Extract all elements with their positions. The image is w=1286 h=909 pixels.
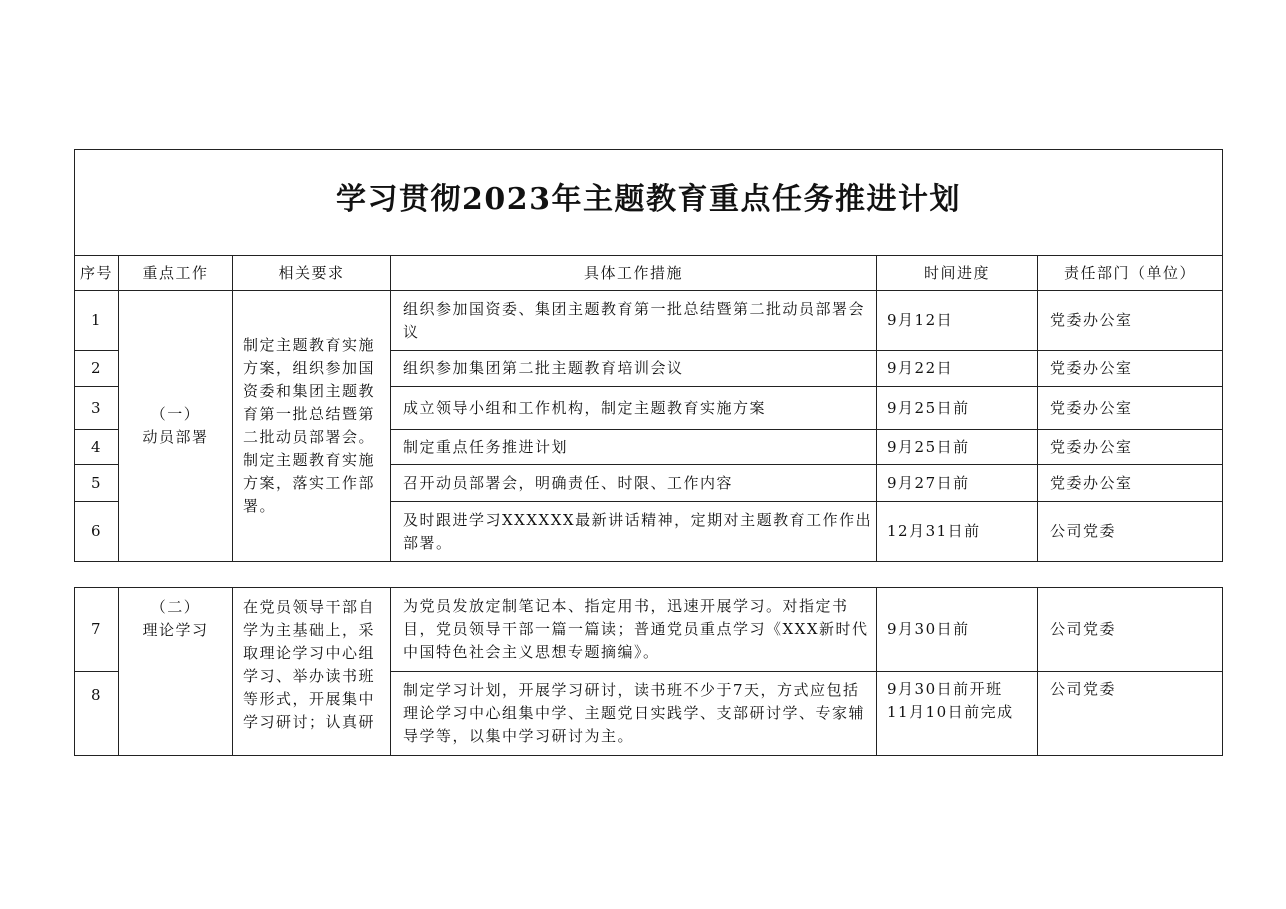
department-cell: 党委办公室 bbox=[1038, 351, 1223, 387]
measure-cell: 制定学习计划，开展学习研讨，读书班不少于7天，方式应包括理论学习中心组集中学、主题党日实践学、支部研讨学、专家辅导学等，以集中学习研讨为主。 bbox=[391, 672, 877, 756]
header-requirement: 相关要求 bbox=[233, 256, 391, 291]
department-cell: 党委办公室 bbox=[1038, 291, 1223, 351]
department-cell: 公司党委 bbox=[1038, 672, 1223, 756]
row-number: 5 bbox=[75, 465, 119, 502]
header-num: 序号 bbox=[75, 256, 119, 291]
table-title-cell bbox=[75, 150, 1223, 256]
table-row bbox=[75, 291, 1223, 351]
category-theory-study: （二） 理论学习 bbox=[119, 588, 233, 756]
row-number: 4 bbox=[75, 430, 119, 465]
task-plan-table-continued bbox=[74, 587, 1223, 756]
category-mobilization: （一） 动员部署 bbox=[119, 291, 233, 562]
measure-cell: 组织参加集团第二批主题教育培训会议 bbox=[391, 351, 877, 387]
header-department: 责任部门（单位） bbox=[1038, 256, 1223, 291]
row-number: 8 bbox=[75, 672, 119, 756]
row-number: 7 bbox=[75, 588, 119, 672]
schedule-cell: 9月22日 bbox=[877, 351, 1038, 387]
department-cell: 公司党委 bbox=[1038, 502, 1223, 562]
department-cell: 党委办公室 bbox=[1038, 430, 1223, 465]
measure-cell: 组织参加国资委、集团主题教育第一批总结暨第二批动员部署会议 bbox=[391, 291, 877, 351]
measure-cell: 成立领导小组和工作机构，制定主题教育实施方案 bbox=[391, 387, 877, 430]
department-cell: 公司党委 bbox=[1038, 588, 1223, 672]
schedule-cell: 9月30日前开班 11月10日前完成 bbox=[877, 672, 1038, 756]
department-cell: 党委办公室 bbox=[1038, 387, 1223, 430]
department-cell: 党委办公室 bbox=[1038, 465, 1223, 502]
row-number: 3 bbox=[75, 387, 119, 430]
task-plan-table bbox=[74, 149, 1223, 562]
measure-cell: 制定重点任务推进计划 bbox=[391, 430, 877, 465]
requirement-theory-study: 在党员领导干部自学为主基础上，采取理论学习中心组学习、举办读书班等形式，开展集中学习研讨；认真研 bbox=[233, 588, 391, 756]
header-row bbox=[75, 256, 1223, 291]
measure-cell: 及时跟进学习XXXXXX最新讲话精神，定期对主题教育工作作出部署。 bbox=[391, 502, 877, 562]
schedule-cell: 9月30日前 bbox=[877, 588, 1038, 672]
schedule-cell: 9月25日前 bbox=[877, 387, 1038, 430]
page-title: 学习贯彻2023年主题教育重点任务推进计划 bbox=[336, 182, 962, 217]
table-row bbox=[75, 588, 1223, 672]
row-number: 6 bbox=[75, 502, 119, 562]
header-category: 重点工作 bbox=[119, 256, 233, 291]
schedule-cell: 9月25日前 bbox=[877, 430, 1038, 465]
measure-cell: 召开动员部署会，明确责任、时限、工作内容 bbox=[391, 465, 877, 502]
measure-cell: 为党员发放定制笔记本、指定用书，迅速开展学习。对指定书目，党员领导干部一篇一篇读；普通党员重点学习《XXX新时代中国特色社会主义思想专题摘编》。 bbox=[391, 588, 877, 672]
requirement-mobilization: 制定主题教育实施方案，组织参加国资委和集团主题教育第一批总结暨第二批动员部署会。制定主题教育实施方案，落实工作部署。 bbox=[233, 291, 391, 562]
header-measures: 具体工作措施 bbox=[391, 256, 877, 291]
schedule-cell: 12月31日前 bbox=[877, 502, 1038, 562]
row-number: 1 bbox=[75, 291, 119, 351]
schedule-cell: 9月27日前 bbox=[877, 465, 1038, 502]
row-number: 2 bbox=[75, 351, 119, 387]
schedule-cell: 9月12日 bbox=[877, 291, 1038, 351]
header-schedule: 时间进度 bbox=[877, 256, 1038, 291]
